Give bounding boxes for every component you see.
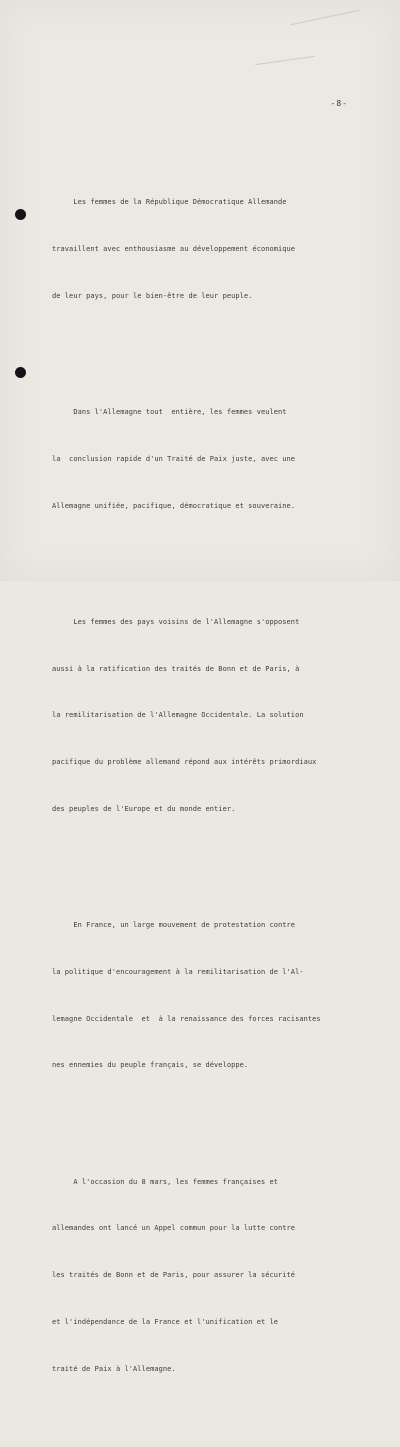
paragraph bbox=[52, 1143, 362, 1408]
page-number: -8- bbox=[330, 99, 348, 108]
punch-hole bbox=[15, 209, 26, 220]
paragraph bbox=[52, 887, 362, 1105]
text-line: Les femmes de la République Démocratique Allemande bbox=[52, 198, 287, 207]
paragraph bbox=[52, 584, 362, 849]
text-line: nes ennemies du peuple français, se développe. bbox=[52, 1061, 249, 1070]
text-line: aussi à la ratification des traités de Bonn et de Paris, à bbox=[52, 664, 300, 673]
text-line: Les femmes des pays voisins de l'Allemagne s'opposent bbox=[52, 617, 300, 626]
text-line: la remilitarisation de l'Allemagne Occidentale. La solution bbox=[52, 711, 304, 720]
text-line: En France, un large mouvement de protestation contre bbox=[52, 921, 296, 930]
text-line: la conclusion rapide d'un Traité de Paix juste, avec une bbox=[52, 454, 296, 463]
text-line: A l'occasion du 8 mars, les femmes françaises et bbox=[52, 1177, 279, 1186]
text-line: les traités de Bonn et de Paris, pour assurer la sécurité bbox=[52, 1271, 296, 1280]
text-line: de leur pays, pour le bien-être de leur peuple. bbox=[52, 291, 253, 300]
text-line: la politique d'encouragement à la remilitarisation de l'Al- bbox=[52, 967, 304, 976]
body-text bbox=[52, 133, 362, 1447]
paper-crease bbox=[291, 10, 360, 26]
text-line: Dans l'Allemagne tout entière, les femmes veulent bbox=[52, 408, 287, 417]
paper-crease bbox=[255, 56, 315, 65]
text-line: allemandes ont lancé un Appel commun pour la lutte contre bbox=[52, 1224, 296, 1233]
text-line: traité de Paix à l'Allemagne. bbox=[52, 1364, 176, 1373]
punch-hole bbox=[15, 367, 26, 378]
text-line: et l'indépendance de la France et l'unification et le bbox=[52, 1317, 279, 1326]
paragraph bbox=[52, 374, 362, 546]
text-line: Allemagne unifiée, pacifique, démocratique et souveraine. bbox=[52, 501, 296, 510]
text-line: des peuples de l'Europe et du monde entier. bbox=[52, 804, 236, 813]
text-line: travaillent avec enthousiasme au développement économique bbox=[52, 245, 296, 254]
text-line: pacifique du problème allemand répond aux intérêts primordiaux bbox=[52, 758, 317, 767]
text-line: lemagne Occidentale et à la renaissance des forces racisantes bbox=[52, 1014, 321, 1023]
paragraph bbox=[52, 164, 362, 336]
